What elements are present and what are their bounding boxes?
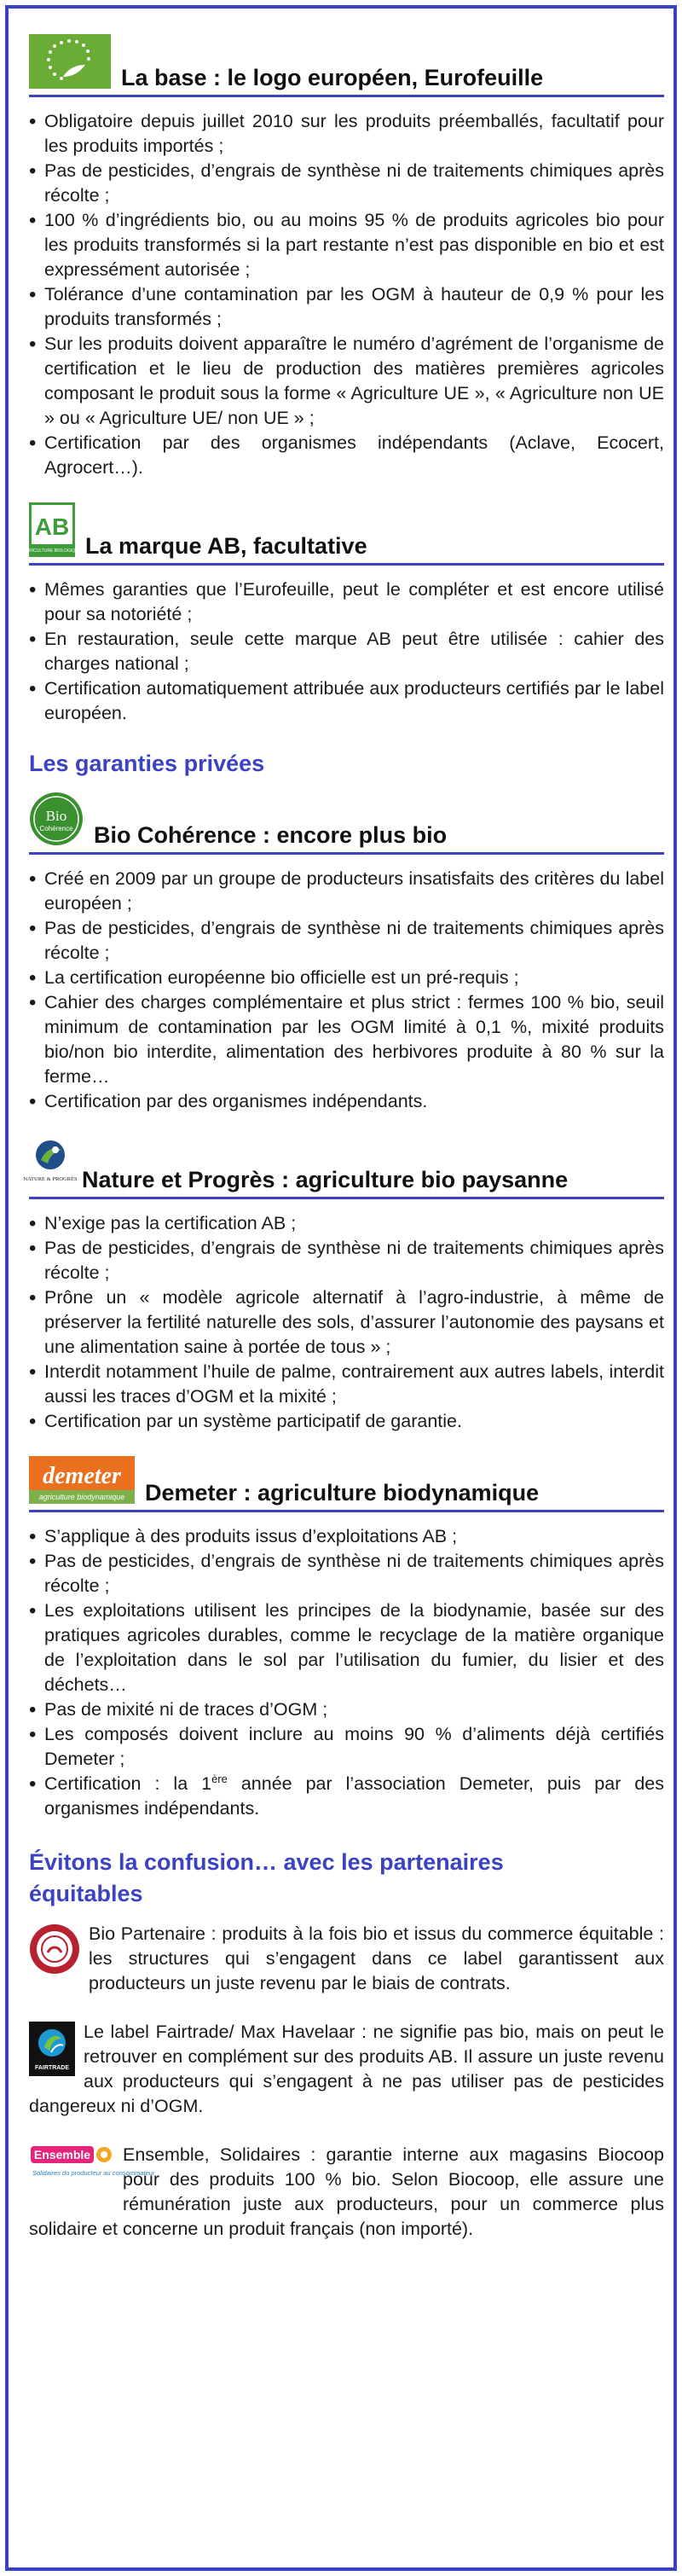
last-bullet-sup: ère [211,1772,228,1785]
partner-fairtrade [29,2020,664,2119]
bullet-list [29,1524,664,1821]
list-item: • Certification par un système participatif de garantie. [29,1409,664,1434]
fairtrade-logo-caption: FAIRTRADE [34,2065,70,2071]
demeter-logo-caption: agriculture biodynamique [38,1493,125,1501]
list-item: • Les exploitations utilisent les principes de la biodynamie, basée sur des pratiques agricoles durables, comme le recyclage de la matière organique de l’exploitation dans le sol par l’utilisation du fumier, du lisier et des déchets… [29,1598,664,1697]
section-title: La marque AB, facultative [85,533,367,559]
list-item: • Créé en 2009 par un groupe de producteurs insatisfaits des critères du label européen ; [29,867,664,916]
fairtrade-logo [29,2022,75,2080]
page-frame [5,5,677,2571]
section-header [22,502,664,566]
list-item: • 100 % d’ingrédients bio, ou au moins 95 % de produits agricoles bio pour les produits transformés si la part restante n’est pas disponible en bio et est expressément autorisée ; [29,208,664,282]
partner-ensemble-solidaires [29,2143,664,2242]
list-item: • Mêmes garanties que l’Eurofeuille, peut le compléter et est encore utilisé pour sa notoriété ; [29,577,664,627]
section-title: Nature et Progrès : agriculture bio paysanne [82,1167,569,1192]
section-header [23,1136,664,1199]
nature-progres-logo [23,1136,78,1195]
demeter-logo [29,1456,135,1508]
list-item: • Certification par des organismes indépendants. [29,1089,664,1114]
section-title: Bio Cohérence : encore plus bio [94,822,448,848]
section-title: La base : le logo européen, Eurofeuille [121,65,544,90]
list-item: • Obligatoire depuis juillet 2010 sur les produits préemballés, facultatif pour les produits importés ; [29,109,664,159]
section-bio-coherence [29,792,664,1114]
fair-partners-title: Évitons la confusion… avec les partenaires équitables [29,1849,504,1906]
list-item: • S’applique à des produits issus d’exploitations AB ; [29,1524,664,1549]
nature-progres-logo-caption: NATURE & PROGRÈS [23,1176,78,1182]
bullet-list [29,867,664,1114]
ab-logo-caption: AGRICULTURE BIOLOGIQUE [22,548,82,554]
eurofeuille-leaf-icon [29,34,111,93]
bio-coherence-logo-caption: Cohérence [39,825,73,833]
ensemble-logo-caption: Solidaires du producteur au consommateur [32,2169,155,2177]
list-item: • Certification par des organismes indépendants (Aclave, Ecocert, Agrocert…). [29,431,664,480]
section-header [29,1456,664,1512]
content [22,34,664,2266]
demeter-logo-text: demeter [43,1463,121,1489]
bio-coherence-logo [29,792,84,850]
last-bullet-before: Certification : la 1 [44,1773,212,1794]
list-item: • Pas de pesticides, d’engrais de synthèse ni de traitements chimiques après récolte ; [29,1236,664,1285]
list-item: • Certification automatiquement attribuée aux producteurs certifiés par le label européen. [29,676,664,726]
list-item: • Pas de pesticides, d’engrais de synthèse ni de traitements chimiques après récolte ; [29,916,664,966]
section-eurofeuille [29,34,664,480]
section-demeter [29,1456,664,1821]
partner-text: Le label Fairtrade/ Max Havelaar : ne signifie pas bio, mais on peut le retrouver en complément sur des produits AB. Il assure un juste revenu aux producteurs qui s’engagent à ne pas utiliser pas de pesticides dangereux ni d’OGM. [29,2022,664,2116]
list-item: • Pas de pesticides, d’engrais de synthèse ni de traitements chimiques après récolte ; [29,1549,664,1598]
private-guarantees-title: Les garanties privées [29,751,265,776]
section-header [29,792,664,855]
ensemble-solidaires-logo [29,2144,155,2196]
list-item: • Les composés doivent inclure au moins 90 % d’aliments déjà certifiés Demeter ; [29,1722,664,1772]
list-item: • Sur les produits doivent apparaître le numéro d’agrément de l’organisme de certification et le lieu de production des matières premières agricoles composant le produit sous la forme « Agriculture UE », « Agriculture non UE » ou « Agriculture UE/ non UE » ; [29,332,664,431]
section-header [29,34,664,97]
section-title: Demeter : agriculture biodynamique [145,1480,540,1506]
list-item: • Pas de pesticides, d’engrais de synthèse ni de traitements chimiques après récolte ; [29,159,664,208]
list-item: • Prône un « modèle agricole alternatif à l’agro-industrie, à même de préserver la fertilité naturelle des sols, d’assurer l’autonomie des paysans et une alimentation saine à portée de tous » ; [29,1285,664,1360]
ab-logo [22,502,82,561]
partner-text: Ensemble, Solidaires : garantie interne aux magasins Biocoop pour des produits 100 % bio. Selon Biocoop, elle assure une rémunération juste aux producteurs, pour un commerce plus solidaire et concerne un produit français (non importé). [29,2144,664,2239]
ab-logo-text: AB [34,513,70,540]
bio-coherence-logo-text: Bio [45,808,67,824]
list-item: • N’exige pas la certification AB ; [29,1211,664,1236]
list-item [29,1772,664,1821]
partner-bio-partenaire [29,1922,664,1996]
list-item: • Tolérance d’une contamination par les OGM à hauteur de 0,9 % pour les produits transformés ; [29,282,664,332]
ensemble-logo-text: Ensemble [33,2148,91,2161]
list-item: • Pas de mixité ni de traces d’OGM ; [29,1697,664,1722]
bullet-list [29,109,664,480]
last-bullet-after: année par l’association Demeter, puis par des organismes indépendants. [44,1773,664,1819]
list-item: • Cahier des charges complémentaire et plus strict : fermes 100 % bio, seuil minimum de contamination par les OGM limité à 0,1 %, mixité produits bio/non bio interdite, alimentation des herbivores produite à 80 % sur la ferme… [29,990,664,1089]
list-item: • La certification européenne bio officielle est un pré-requis ; [29,966,664,990]
list-item: • Interdit notamment l’huile de palme, contrairement aux autres labels, interdit aussi les traces d’OGM et la mixité ; [29,1360,664,1409]
bio-partenaire-logo [29,1923,80,1979]
list-item: • En restauration, seule cette marque AB peut être utilisée : cahier des charges national ; [29,627,664,676]
bullet-list [29,577,664,726]
section-ab [22,502,664,726]
partner-text: Bio Partenaire : produits à la fois bio et issus du commerce équitable : les structures qui s’engagent dans ce label garantissent aux producteurs un juste revenu par le biais de contrats. [89,1923,664,1993]
section-nature-progres [23,1136,664,1434]
bullet-list [29,1211,664,1434]
